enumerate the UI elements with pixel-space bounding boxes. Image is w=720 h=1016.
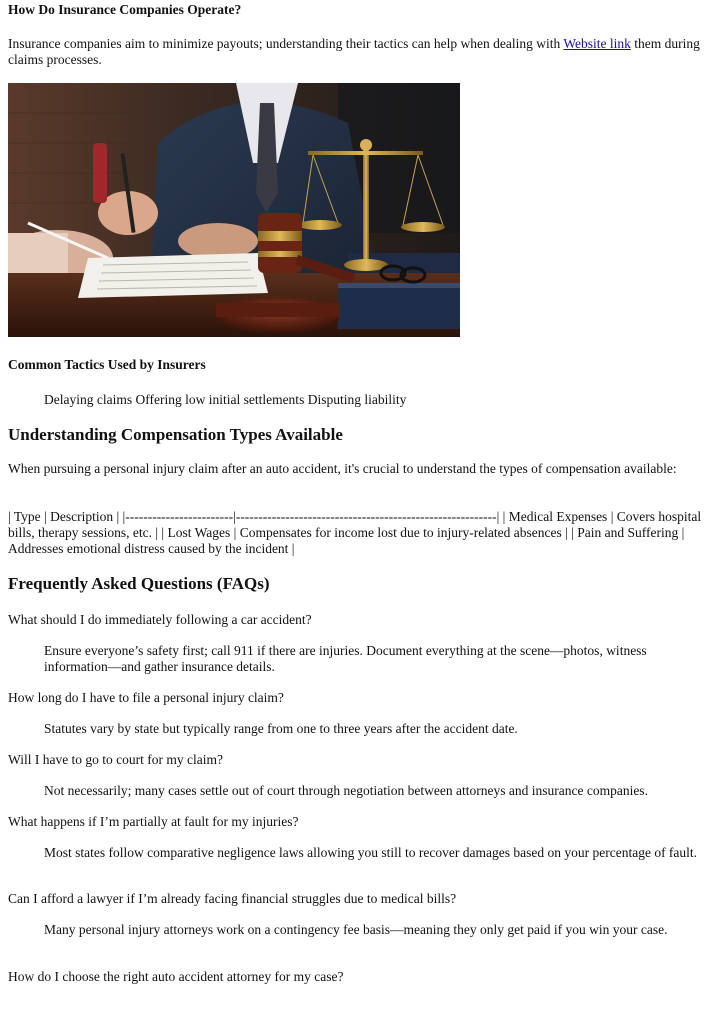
insurance-heading: How Do Insurance Companies Operate?	[8, 2, 242, 17]
intro-text-after: them during claims processes.	[8, 36, 700, 67]
faq-question: How long do I have to file a personal injury claim?	[8, 690, 284, 705]
insurance-intro	[8, 36, 712, 68]
faq-question: Will I have to go to court for my claim?	[8, 752, 224, 767]
faq-answer: Statutes vary by state but typically range from one to three years after the accident date.	[44, 721, 518, 736]
tactics-heading: Common Tactics Used by Insurers	[8, 357, 206, 372]
faq-question: What should I do immediately following a car accident?	[8, 612, 312, 627]
faq-question: How do I choose the right auto accident attorney for my case?	[8, 969, 344, 984]
tactics-list: Delaying claims Offering low initial settlements Disputing liability	[44, 392, 407, 407]
faq-item	[8, 690, 712, 736]
faq-item	[8, 752, 712, 798]
faq-answer: Most states follow comparative negligence laws allowing you still to recover damages based on your percentage of fault.	[44, 845, 698, 860]
faq-item	[8, 612, 712, 674]
faq-item	[8, 814, 712, 860]
intro-text-before: Insurance companies aim to minimize payouts; understanding their tactics can help when dealing with	[8, 36, 564, 51]
faq-answer: Ensure everyone’s safety first; call 911 if there are injuries. Document everything at the scene—photos, witness information—and gather insurance details.	[44, 643, 647, 674]
faq-item	[8, 969, 712, 985]
faq-heading: Frequently Asked Questions (FAQs)	[8, 574, 270, 593]
compensation-table-text: | Type | Description | |------------------------|----------------------------------------------------------| | Medical Expenses | Covers hospital bills, therapy sessions, etc. | | Lost Wages | Compensates for income lost due to injury-related absences | | Pain and Suffering | Addresses emotional distress caused by the incident |	[8, 509, 702, 556]
faq-question: What happens if I’m partially at fault for my injuries?	[8, 814, 299, 829]
faq-answer: Many personal injury attorneys work on a contingency fee basis—meaning they only get paid if you win your case.	[44, 922, 668, 937]
faq-item	[8, 891, 712, 937]
faq-question: Can I afford a lawyer if I’m already facing financial struggles due to medical bills?	[8, 891, 457, 906]
compensation-heading: Understanding Compensation Types Available	[8, 425, 343, 444]
faq-answer: Not necessarily; many cases settle out of court through negotiation between attorneys and insurance companies.	[44, 783, 648, 798]
website-link[interactable]: Website link	[563, 36, 631, 51]
compensation-intro: When pursuing a personal injury claim after an auto accident, it's crucial to understand the types of compensation available:	[8, 461, 677, 476]
lawyer-desk-illustration	[8, 83, 460, 337]
lawyer-desk-photo	[8, 83, 460, 337]
